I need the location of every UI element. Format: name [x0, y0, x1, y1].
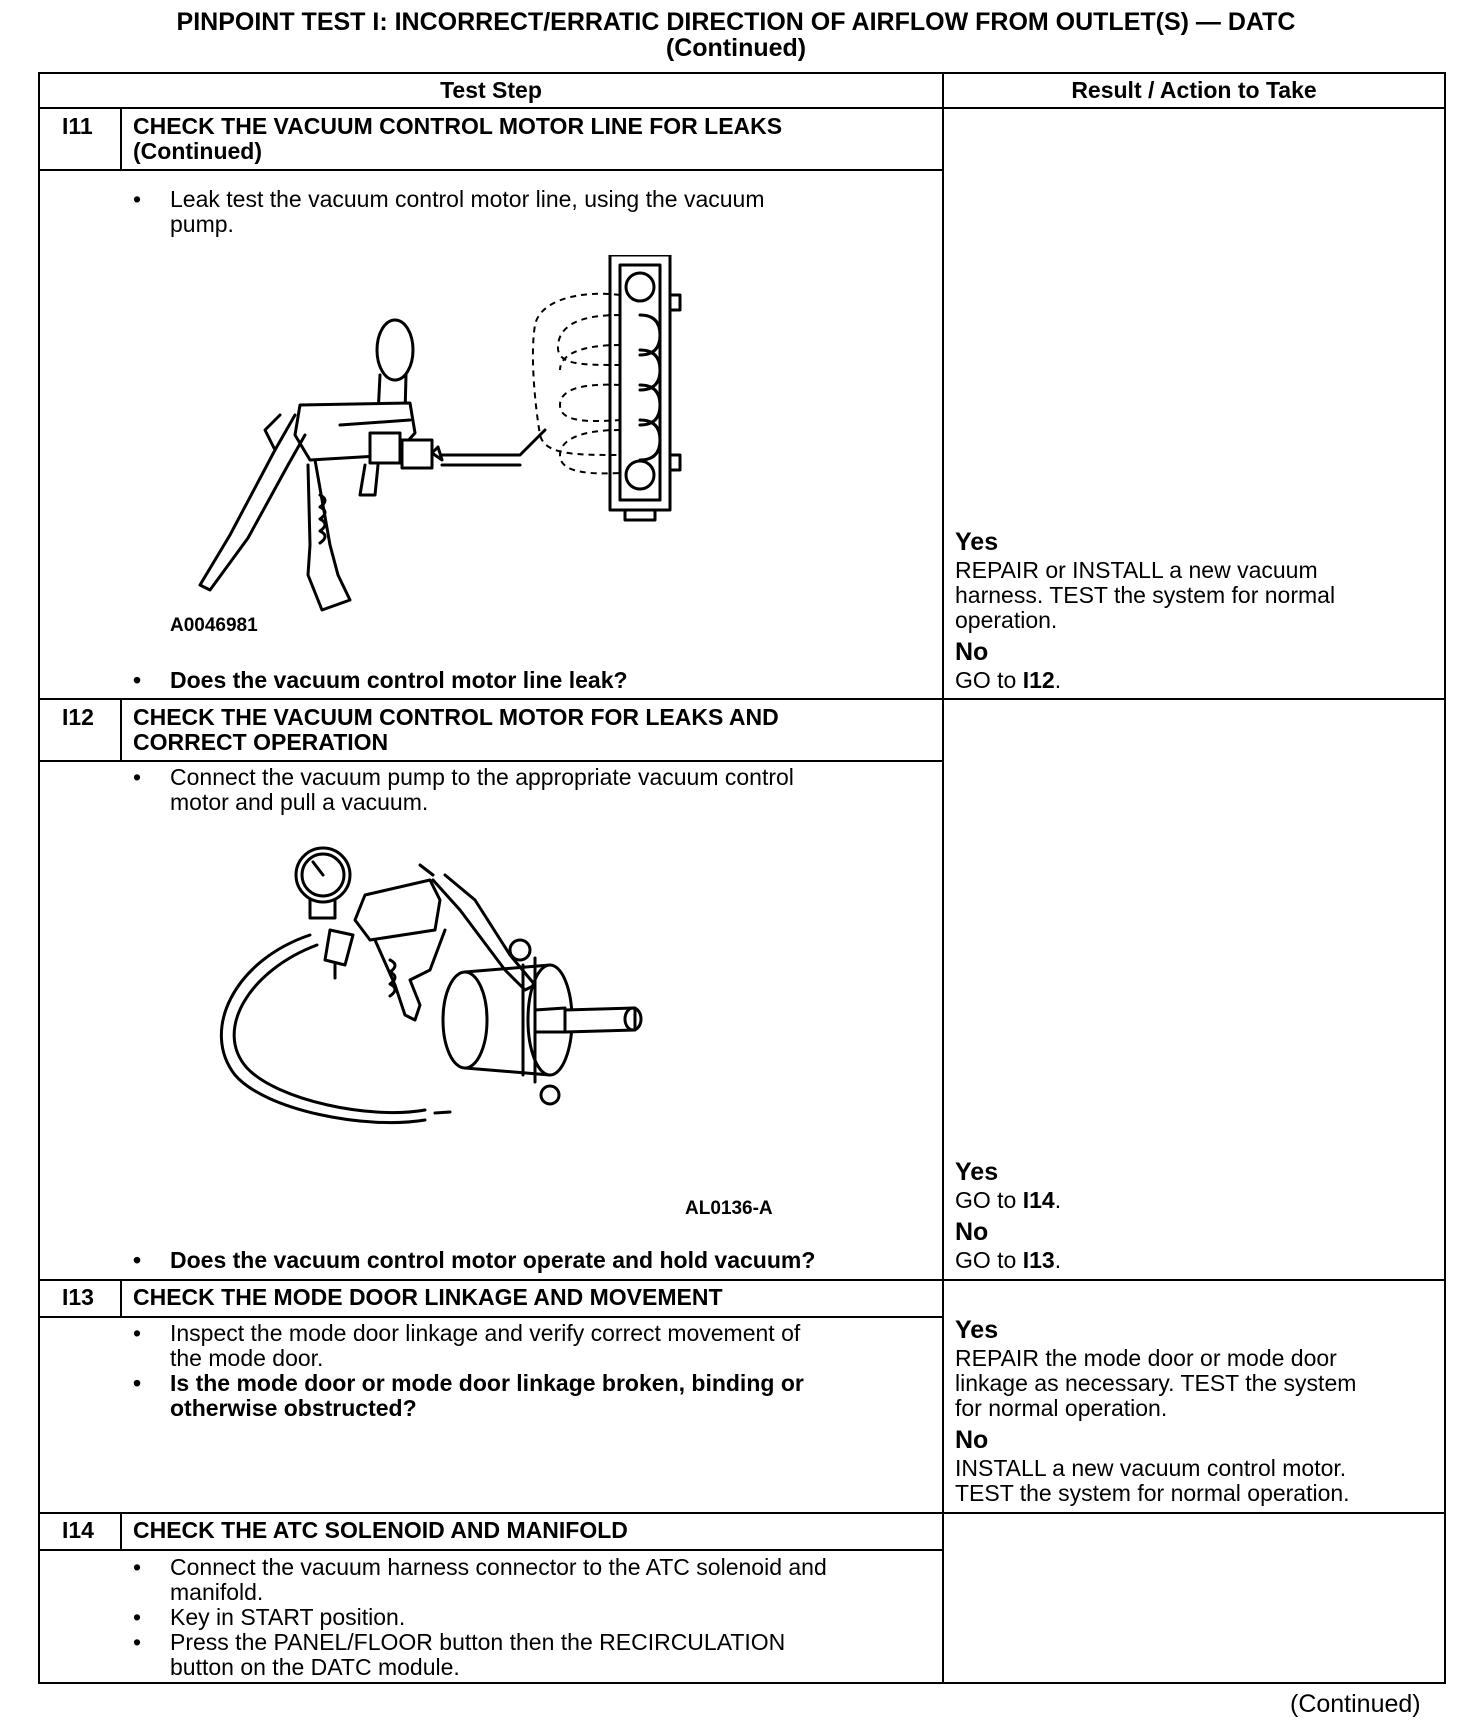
- step-instruction-i14: Connect the vacuum harness connector to the ATC solenoid and: [170, 1554, 827, 1580]
- step-id-divider-i14: [120, 1512, 122, 1549]
- table-border-left: [38, 72, 40, 1684]
- result-yes-text-i12: GO to I14.: [955, 1187, 1062, 1213]
- bullet-mark: •: [133, 667, 142, 693]
- step-question-i13: Is the mode door or mode door linkage broken, binding or: [170, 1370, 804, 1396]
- result-yes-label-i13: Yes: [955, 1316, 999, 1344]
- page-title-continued: (Continued): [665, 34, 807, 62]
- result-yes-label-i11: Yes: [955, 528, 999, 556]
- step-id-i14: I14: [62, 1517, 94, 1543]
- vacuum-motor-illustration: [205, 840, 725, 1185]
- result-no-text-i11: GO to I12.: [955, 667, 1062, 693]
- result-no-text-i13-2: TEST the system for normal operation.: [955, 1480, 1350, 1506]
- column-header-result: Result / Action to Take: [1071, 77, 1317, 103]
- step-instruction-i14-2: Key in START position.: [170, 1604, 406, 1630]
- page-footer-continued: (Continued): [1290, 1690, 1421, 1718]
- step-id-i12: I12: [62, 704, 94, 730]
- step-question-i11: Does the vacuum control motor line leak?: [170, 667, 628, 693]
- table-border-bottom: [38, 1682, 1446, 1684]
- step-heading-divider-i11: [38, 169, 944, 171]
- step-id-divider-i11: [120, 107, 122, 169]
- vacuum-pump-line-illustration: [180, 255, 760, 615]
- column-header-test-step: Test Step: [440, 77, 542, 103]
- result-yes-text-i13: REPAIR the mode door or mode door: [955, 1345, 1337, 1371]
- step-instruction-i12-cont: motor and pull a vacuum.: [170, 789, 429, 815]
- result-no-label-i12: No: [955, 1218, 989, 1246]
- result-no-label-i13: No: [955, 1426, 989, 1454]
- step-heading-i11-cont: (Continued): [133, 138, 263, 164]
- step-instruction-i14-cont: manifold.: [170, 1579, 264, 1605]
- column-divider: [942, 72, 944, 1684]
- step-heading-divider-i12: [38, 760, 944, 762]
- step-heading-i13: CHECK THE MODE DOOR LINKAGE AND MOVEMENT: [133, 1284, 723, 1310]
- step-heading-i12-cont: CORRECT OPERATION: [133, 729, 389, 755]
- step-instruction-i12: Connect the vacuum pump to the appropriate vacuum control: [170, 764, 794, 790]
- result-no-label-i11: No: [955, 638, 989, 666]
- step-heading-i11: CHECK THE VACUUM CONTROL MOTOR LINE FOR LEAKS: [133, 113, 783, 139]
- step-id-i13: I13: [62, 1284, 94, 1310]
- bullet-mark: •: [133, 1370, 142, 1396]
- header-row-divider: [38, 107, 1446, 109]
- result-no-text-i13: INSTALL a new vacuum control motor.: [955, 1455, 1347, 1481]
- step-instruction-i11: Leak test the vacuum control motor line, using the vacuum: [170, 186, 765, 212]
- bullet-mark: •: [133, 1554, 142, 1580]
- step-id-divider-i13: [120, 1279, 122, 1316]
- step-heading-divider-i13: [38, 1316, 944, 1318]
- step-id-divider-i12: [120, 698, 122, 760]
- bullet-mark: •: [133, 186, 142, 212]
- step-instruction-i11-cont: pump.: [170, 211, 234, 237]
- step-row-divider: [38, 698, 1446, 700]
- bullet-mark: •: [133, 1320, 142, 1346]
- result-yes-text-i13-2: linkage as necessary. TEST the system: [955, 1370, 1357, 1396]
- page-title: PINPOINT TEST I: INCORRECT/ERRATIC DIRECTION OF AIRFLOW FROM OUTLET(S) — DATC: [176, 8, 1296, 36]
- result-yes-text-i11-3: operation.: [955, 607, 1058, 633]
- result-yes-text-i11: REPAIR or INSTALL a new vacuum: [955, 557, 1318, 583]
- step-id-i11: I11: [62, 113, 93, 139]
- table-border-top: [38, 72, 1446, 74]
- result-yes-text-i13-3: for normal operation.: [955, 1395, 1168, 1421]
- step-instruction-i13: Inspect the mode door linkage and verify correct movement of: [170, 1320, 801, 1346]
- bullet-mark: •: [133, 1604, 142, 1630]
- figure-label-i11: A0046981: [170, 615, 258, 636]
- step-question-i12: Does the vacuum control motor operate and hold vacuum?: [170, 1247, 816, 1273]
- table-border-right: [1444, 72, 1446, 1684]
- step-instruction-i14-3: Press the PANEL/FLOOR button then the RECIRCULATION: [170, 1629, 786, 1655]
- bullet-mark: •: [133, 1629, 142, 1655]
- bullet-mark: •: [133, 764, 142, 790]
- step-heading-i14: CHECK THE ATC SOLENOID AND MANIFOLD: [133, 1517, 628, 1543]
- step-heading-divider-i14: [38, 1549, 944, 1551]
- result-yes-label-i12: Yes: [955, 1158, 999, 1186]
- step-heading-i12: CHECK THE VACUUM CONTROL MOTOR FOR LEAKS AND: [133, 704, 779, 730]
- step-row-divider: [38, 1512, 1446, 1514]
- step-question-i13-cont: otherwise obstructed?: [170, 1395, 417, 1421]
- step-instruction-i13-cont: the mode door.: [170, 1345, 324, 1371]
- step-instruction-i14-3-cont: button on the DATC module.: [170, 1654, 460, 1680]
- figure-label-i12: AL0136-A: [685, 1198, 773, 1219]
- bullet-mark: •: [133, 1247, 142, 1273]
- result-no-text-i12: GO to I13.: [955, 1247, 1062, 1273]
- result-yes-text-i11-2: harness. TEST the system for normal: [955, 582, 1336, 608]
- step-row-divider: [38, 1279, 1446, 1281]
